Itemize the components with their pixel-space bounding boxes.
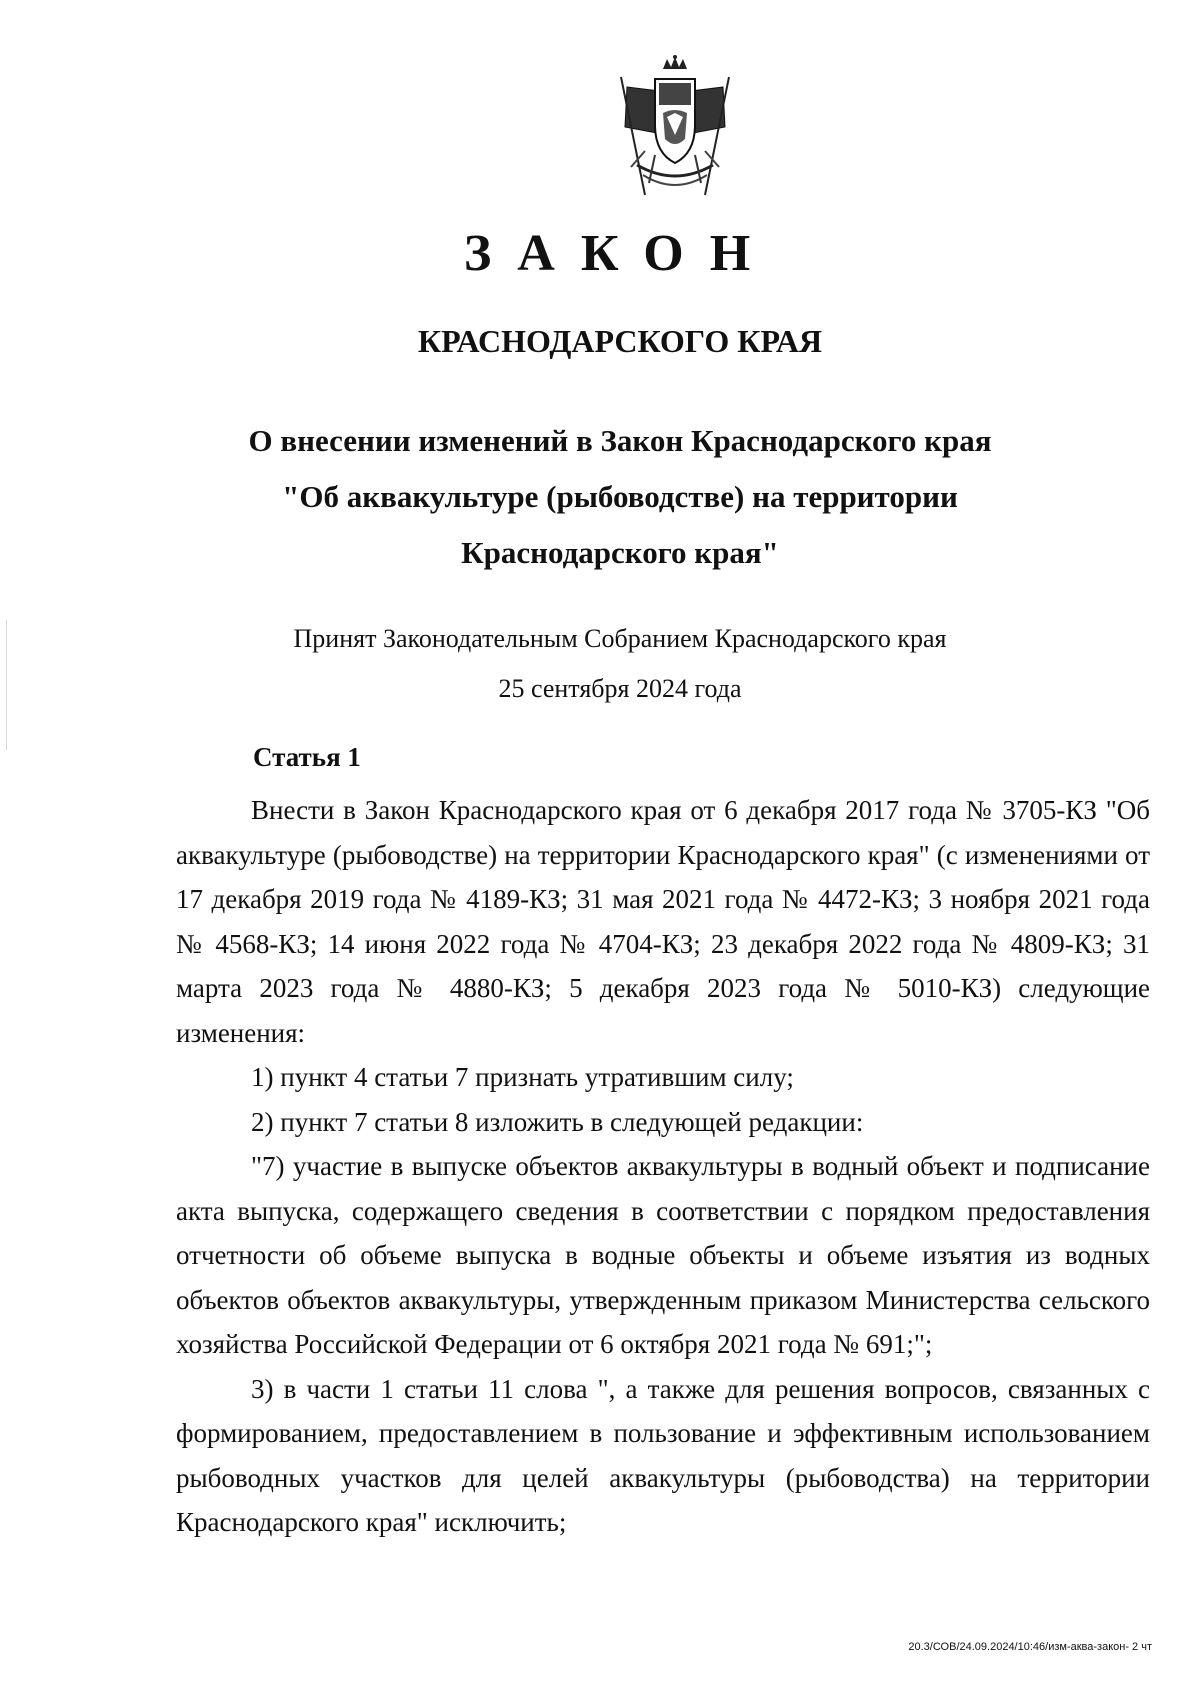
scan-margin-mark [6,620,7,750]
subject-line: Краснодарского края" [461,535,779,570]
article-body [176,788,1150,1545]
adoption-note [240,614,1000,714]
subject-line: О внесении изменений в Закон Краснодарского края [248,423,992,458]
article-paragraph: "7) участие в выпуске объектов аквакультуры в водный объект и подписание акта выпуска, содержащего сведения в соответствии с порядком предоставления отчетности об объеме выпуска в водные объекты и объеме изъятия из водных объектов объектов аквакультуры, утвержденным приказом Министерства сельского хозяйства Российской Федерации от 6 октября 2021 года № 691;"; [176,1151,1150,1359]
article-paragraph: 1) пункт 4 статьи 7 признать утратившим силу; [251,1062,794,1092]
law-title: ЗАКОН [463,225,777,282]
footer-reference: 20.3/СОВ/24.09.2024/10:46/изм-аква-закон- 2 чт [908,1641,1152,1653]
article-heading: Статья 1 [253,742,361,772]
coat-of-arms-emblem [615,55,735,200]
article-paragraph: Внести в Закон Краснодарского края от 6 декабря 2017 года № 3705-КЗ "Об аквакультуре (рыбоводстве) на территории Краснодарского края" (с изменениями от 17 декабря 2019 года № 4189-КЗ; 31 мая 2021 года № 4472-КЗ; 3 ноября 2021 года № 4568-КЗ; 14 июня 2022 года № 4704-КЗ; 23 декабря 2022 года № 4809-КЗ; 31 марта 2023 года № 4880-КЗ; 5 декабря 2023 года № 5010-КЗ) следующие изменения: [176,795,1150,1048]
article-paragraph: 3) в части 1 статьи 11 слова ", а также для решения вопросов, связанных с формированием, предоставлением в пользование и эффективным использованием рыбоводных участков для целей аквакультуры (рыбоводства) на территории Краснодарского края" исключить; [176,1373,1150,1537]
subject-line: "Об аквакультуре (рыбоводстве) на территории [282,479,958,514]
article-paragraph: 2) пункт 7 статьи 8 изложить в следующей редакции: [251,1106,864,1137]
adoption-line: Принят Законодательным Собранием Краснодарского края [293,624,947,653]
region-title: КРАСНОДАРСКОГО КРАЯ [417,323,823,359]
law-subject [240,413,1000,581]
adoption-date: 25 сентября 2024 года [498,674,742,703]
